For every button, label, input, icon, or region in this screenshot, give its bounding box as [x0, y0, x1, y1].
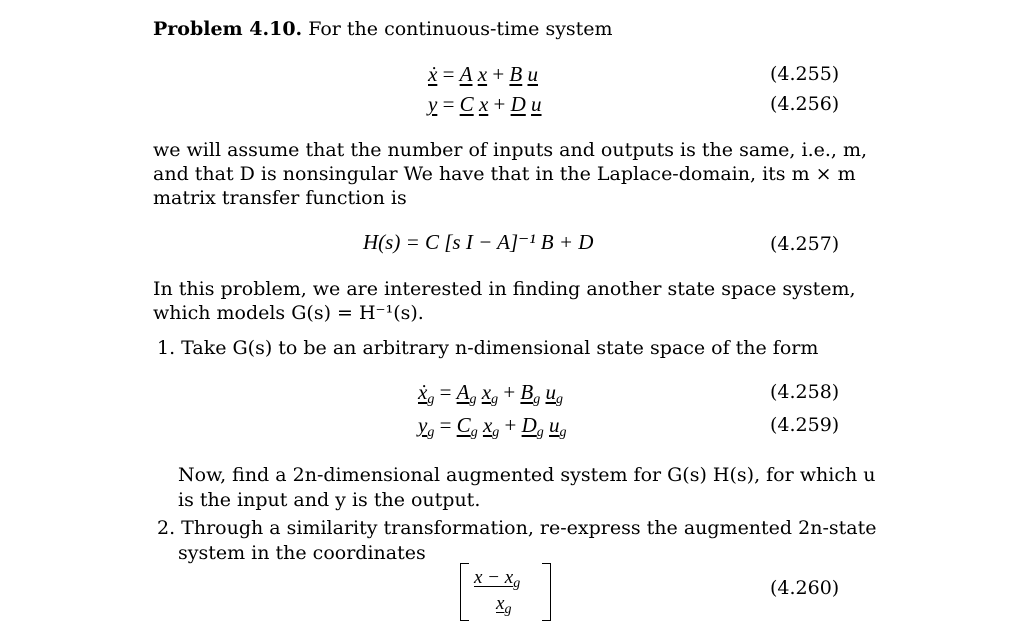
equation-g-state-2: $y_g = C_g$ $x_g + D_g$ $u_g$ [418, 413, 567, 440]
equation-number-4-255: (4.255) [770, 63, 840, 85]
item1-text: 1. Take G(s) to be an arbitrary n-dimensional state space of the form [157, 337, 819, 359]
equation-transfer-function: H(s) = C [s I − A]⁻¹ B + D [363, 230, 594, 254]
equation-number-4-258: (4.258) [770, 381, 840, 403]
problem-intro: For the continuous-time system [308, 18, 613, 40]
equation-number-4-256: (4.256) [770, 93, 840, 115]
equation-state-2: y = C x + D u [428, 92, 542, 116]
para1-line1: we will assume that the number of inputs and outputs is the same, i.e., m, [153, 139, 868, 161]
para1-line3: matrix transfer function is [153, 187, 407, 209]
item2-line1: 2. Through a similarity transformation, re-express the augmented 2n-state [157, 517, 877, 539]
item2-line2: system in the coordinates [178, 542, 426, 564]
right-bracket [542, 563, 551, 621]
para1-line2: and that D is nonsingular We have that in the Laplace-domain, its m × m [153, 163, 856, 185]
left-bracket [460, 563, 469, 621]
equation-state-1: ẋ = A x + B u [428, 62, 538, 86]
item1-after-line2: is the input and y is the output. [178, 489, 481, 511]
problem-heading [153, 17, 613, 41]
equation-number-4-260: (4.260) [770, 577, 840, 599]
para2-line1: In this problem, we are interested in finding another state space system, [153, 278, 856, 300]
equation-number-4-259: (4.259) [770, 414, 840, 436]
problem-label: Problem 4.10. [153, 18, 303, 40]
vector-top: $x - x_g$ [474, 567, 521, 591]
equation-number-4-257: (4.257) [770, 233, 840, 255]
item1-after-line1: Now, find a 2n-dimensional augmented system for G(s) H(s), for which u [178, 464, 876, 486]
equation-g-state-1: ẋ$_g$ = $A_g$ $x_g + B_g$ $u_g$ [418, 380, 563, 407]
para2-line2: which models G(s) = H⁻¹(s). [153, 302, 424, 324]
vector-bottom: $x_g$ [496, 593, 512, 617]
